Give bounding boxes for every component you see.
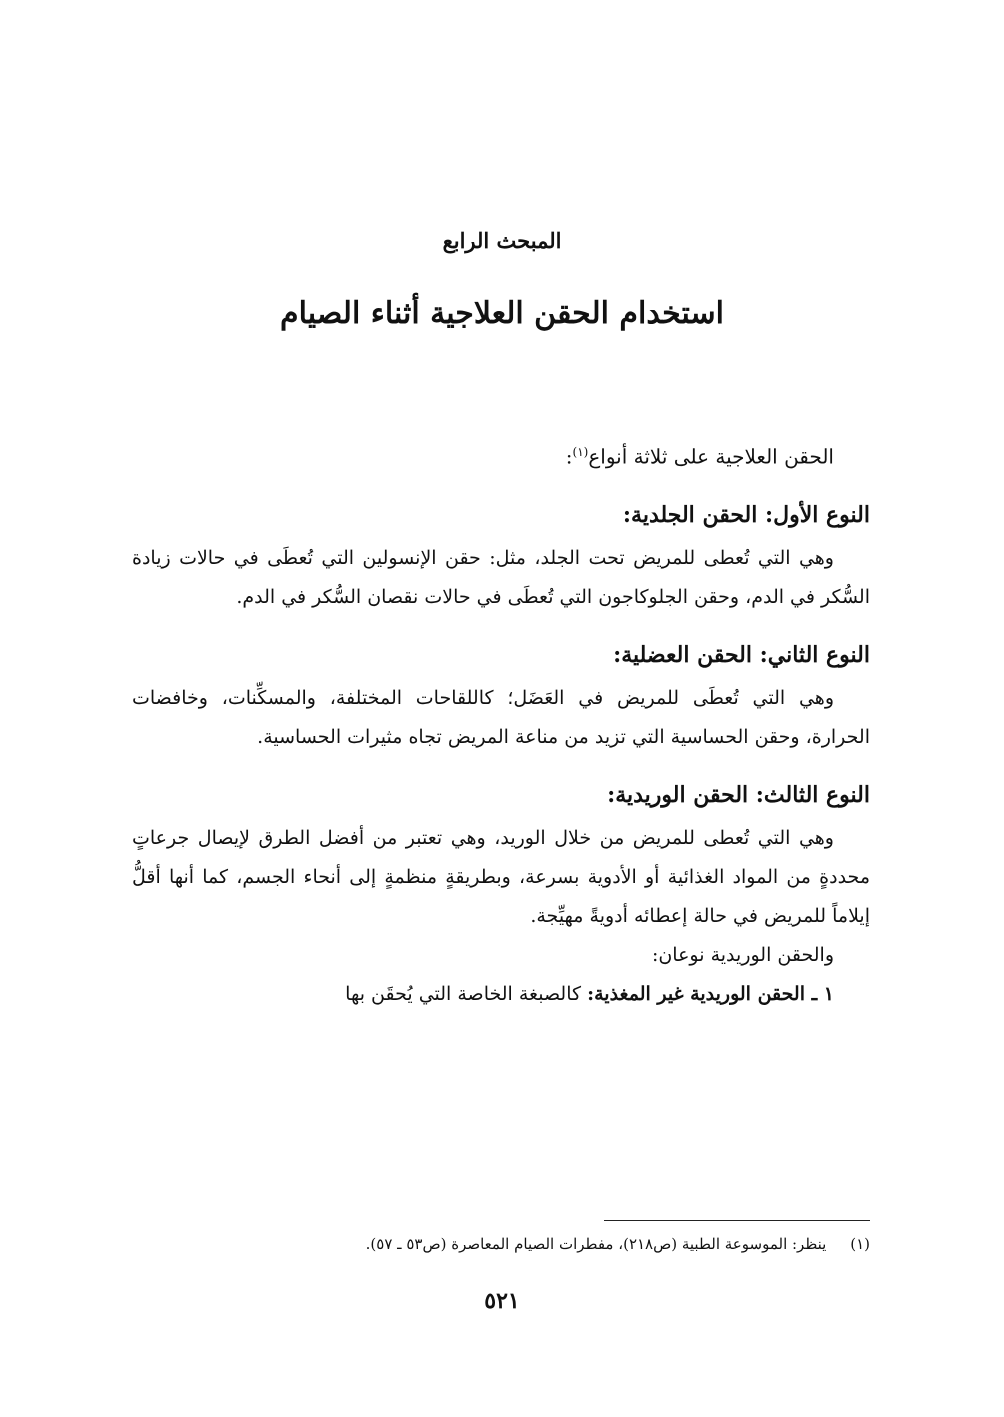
type-1-heading: النوع الأول: الحقن الجلدية: [622,501,870,528]
type-3-body: وهي التي تُعطى للمريض من خلال الوريد، وهي تعتبر من أفضل الطرق لإيصال جرعاتٍ محددةٍ من المواد الغذائية أو الأدوية بسرعة، وبطريقةٍ منظمةٍ إلى أنحاء الجسم، كما أنها أقلُّ إيلاماً للمريض في حالة إعطائه أدويةً مهيِّجة. [132,826,870,927]
type-3-heading: النوع الثالث: الحقن الوريدية: [607,781,870,808]
page-number: ٥٢١ [484,1288,520,1314]
section-label: المبحث الرابع [442,228,562,253]
footnote-marker: (١) [850,1235,870,1253]
intro-paragraph [132,432,834,477]
type-2-heading: النوع الثاني: الحقن العضلية: [613,641,870,668]
type-1-body: وهي التي تُعطى للمريض تحت الجلد، مثل: حقن الإنسولين التي تُعطَى في حالات زيادة السُّكر في الدم، وحقن الجلوكاجون التي تُعطَى في حالات نقصان السُّكر في الدم. [132,546,870,608]
first-kind-paragraph [132,975,870,1014]
first-kind-text: كالصبغة الخاصة التي يُحقَن بها [345,982,588,1005]
venous-intro: والحقن الوريدية نوعان: [651,943,834,966]
main-content [132,432,870,1014]
footnote-divider [604,1220,870,1221]
first-kind-label: ١ ـ الحقن الوريدية غير المغذية: [587,982,834,1005]
intro-suffix: : [565,444,573,469]
footnote-reference[interactable]: (١) [572,445,589,459]
footnote-text: ينظر: الموسوعة الطبية (ص٢١٨)، مفطرات الصيام المعاصرة (ص٥٣ ـ ٥٧). [365,1235,827,1253]
page-title: استخدام الحقن العلاجية أثناء الصيام [280,296,724,331]
footnote [366,1232,870,1256]
intro-text: الحقن العلاجية على ثلاثة أنواع [588,444,834,469]
type-2-body: وهي التي تُعطَى للمريض في العَضَل؛ كاللقاحات المختلفة، والمسكِّنات، وخافضات الحرارة، وحقن الحساسية التي تزيد من مناعة المريض تجاه مثيرات الحساسية. [132,686,870,748]
